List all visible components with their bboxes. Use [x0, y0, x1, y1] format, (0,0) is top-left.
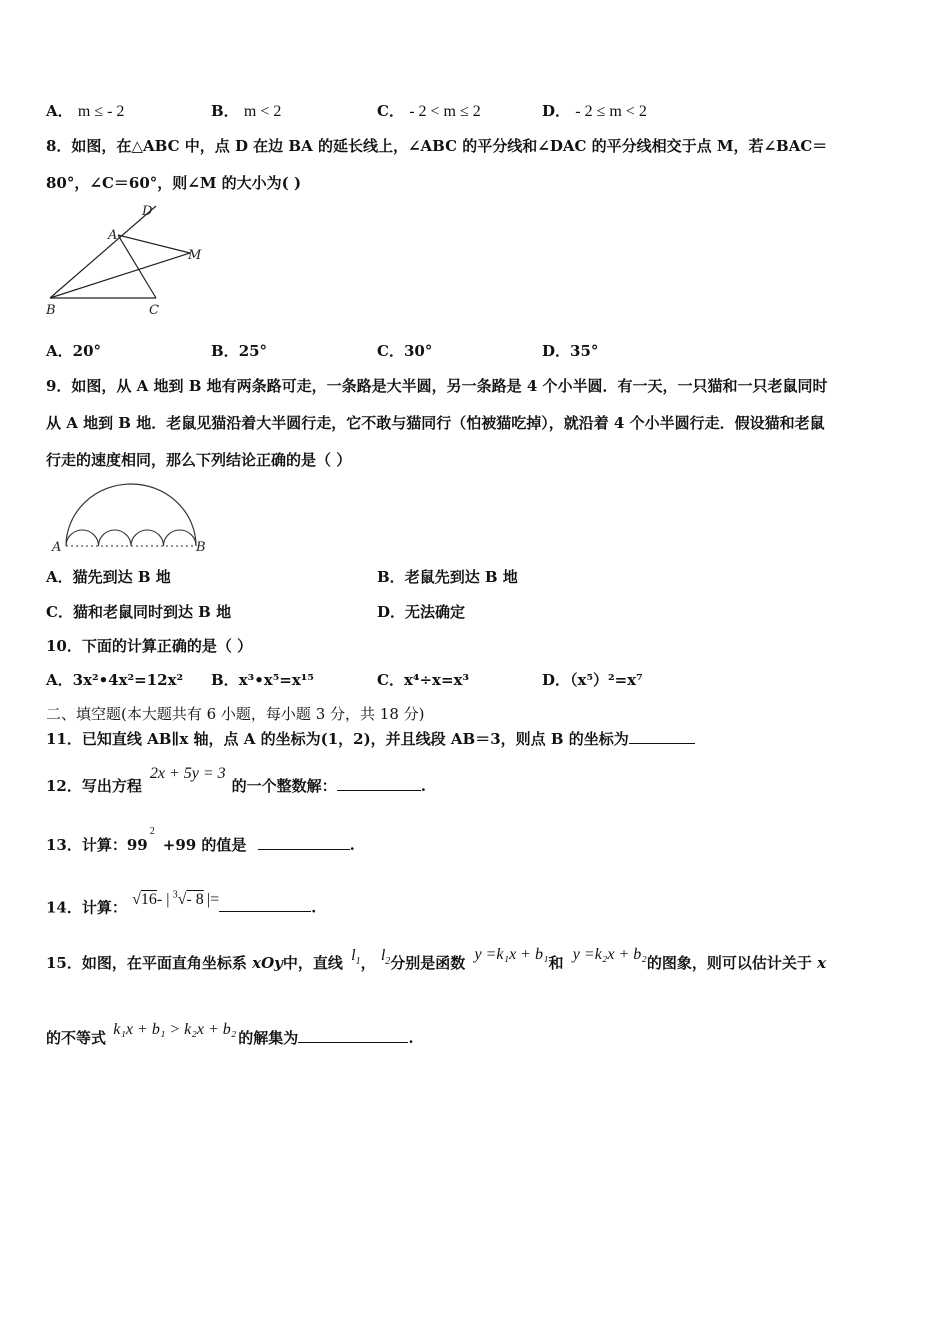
- option-label: B．: [211, 671, 239, 689]
- q10-option-b: [211, 670, 314, 690]
- option-text: - 2 ≤ m < 2: [575, 103, 647, 120]
- q9-stem-line-1: 9．如图，从 A 地到 B 地有两条路可走，一条路是大半圆，另一条路是 4 个小半圆．有一天，一只猫和一只老鼠同时: [46, 377, 828, 395]
- q12-equation: 2x + 5y = 3: [149, 765, 226, 782]
- option-label: B．: [377, 568, 405, 586]
- label-a: A: [108, 228, 118, 243]
- answer-blank: [298, 1028, 408, 1043]
- q11-stem: [46, 729, 695, 749]
- option-text: 20°: [72, 342, 102, 360]
- option-label: C．: [377, 102, 404, 120]
- option-label: C．: [377, 342, 404, 360]
- q13-suffix: +99 的值是: [162, 836, 247, 854]
- q9-stem-line-3: 行走的速度相同，那么下列结论正确的是（ ）: [46, 451, 352, 469]
- q9-option-d: [377, 602, 465, 622]
- option-text: 3x²•4x²=12x²: [72, 671, 184, 689]
- label-d: D: [142, 204, 153, 219]
- q14-root-index: 3: [172, 890, 178, 901]
- answer-blank: [337, 776, 421, 791]
- q13-exponent: 2: [149, 826, 155, 837]
- option-label: C．: [377, 671, 404, 689]
- q15-suffix: 的图象，则可以估计关于: [646, 954, 812, 972]
- q10-stem: 10．下面的计算正确的是（ ）: [46, 637, 253, 655]
- q7-option-d: [542, 101, 647, 122]
- option-text: x⁴÷x=x³: [403, 671, 470, 689]
- q7-option-a: [46, 101, 124, 122]
- q9-stem-line-2: 从 A 地到 B 地．老鼠见猫沿着大半圆行走，它不敢与猫同行（怕被猫吃掉），就沿着 4 个小半圆行走．假设猫和老鼠: [46, 414, 825, 432]
- q14-prefix: 14．计算：: [46, 898, 127, 917]
- option-text: 35°: [570, 342, 599, 360]
- q14-radicand-1: 16: [140, 891, 157, 909]
- option-label: B．: [211, 342, 239, 360]
- q14-radicand-2: - 8: [186, 891, 204, 909]
- option-text: m < 2: [243, 103, 282, 120]
- option-label: A．: [46, 102, 73, 120]
- option-label: C．: [46, 603, 73, 621]
- q8-option-a: [46, 341, 101, 361]
- q8-option-d: [542, 341, 598, 361]
- q14-stem: 14．计算： √16- | $^3$√- 8 |= .: [46, 890, 317, 917]
- option-text: 老鼠先到达 B 地: [404, 568, 518, 586]
- option-text: 猫先到达 B 地: [72, 568, 171, 586]
- q14-expression: √16- | $^3$√- 8 |=: [132, 890, 220, 909]
- q9-semicircle-figure: [46, 480, 214, 556]
- option-label: D．: [377, 603, 406, 621]
- q15-stem-line-2: 的不等式 k₁x + b₁ > k₂x + b₂ 的解集为 .: [46, 1021, 414, 1047]
- answer-blank: [258, 835, 350, 850]
- q12-suffix: 的一个整数解：: [231, 777, 337, 795]
- l2-subscript: 2: [385, 956, 391, 968]
- q10-option-a: [46, 670, 183, 690]
- option-text: - 2 < m ≤ 2: [409, 103, 481, 120]
- q15-line2-prefix: 的不等式: [46, 1029, 107, 1047]
- q13-stem: 13．计算：$99^2+99$ 的值是 .: [46, 826, 355, 854]
- q11-text: 11．已知直线 AB∥x 轴，点 A 的坐标为(1，2)，并且线段 AB＝3，则点 B 的坐标为: [46, 730, 629, 748]
- q15-inequality: k₁x + b₁ > k₂x + b₂: [113, 1021, 237, 1038]
- q15-sep: ，: [360, 954, 376, 972]
- q8-stem-line-1: 8．如图，在△ABC 中，点 D 在边 BA 的延长线上，∠ABC 的平分线和∠DAC 的平分线相交于点 M，若∠BAC＝: [46, 137, 828, 155]
- option-text: m ≤ - 2: [77, 103, 125, 120]
- label-m: M: [188, 248, 202, 263]
- option-text: 30°: [403, 342, 433, 360]
- l1-subscript: 1: [355, 956, 361, 968]
- q7-option-b: [211, 101, 281, 122]
- q15-xoy: xOy: [252, 954, 283, 972]
- answer-blank: [219, 897, 311, 912]
- q9-option-c: [46, 602, 231, 622]
- q15-stem-line-1: [46, 946, 827, 980]
- label-b: B: [46, 303, 56, 318]
- option-text: 25°: [238, 342, 268, 360]
- q15-l1: [351, 947, 361, 968]
- q10-option-c: [377, 670, 469, 690]
- q12-stem: 12．写出方程2x + 5y = 3的一个整数解： .: [46, 765, 426, 795]
- answer-blank: [629, 729, 695, 744]
- option-label: B．: [211, 102, 239, 120]
- option-label: A．: [46, 342, 73, 360]
- label-a: A: [52, 540, 62, 555]
- l2-letter: l: [380, 947, 386, 964]
- option-text: 猫和老鼠同时到达 B 地: [72, 603, 232, 621]
- q15-function-2: y =k₂x + b₂: [572, 946, 647, 963]
- option-label: D．: [542, 671, 571, 689]
- option-text: 无法确定: [405, 603, 466, 621]
- option-label: D．: [542, 342, 571, 360]
- q9-option-a: [46, 567, 171, 587]
- q9-option-b: [377, 567, 518, 587]
- q10-option-d: [542, 670, 643, 690]
- option-label: A．: [46, 568, 73, 586]
- q15-and: 和: [548, 954, 564, 972]
- q15-function-1: y =k₁x + b₁: [474, 946, 549, 963]
- q7-option-c: [377, 101, 481, 122]
- q15-mid2: 分别是函数: [390, 954, 466, 972]
- q8-option-c: [377, 341, 432, 361]
- label-c: C: [149, 303, 159, 318]
- option-label: D．: [542, 102, 571, 120]
- option-text: （x⁵）²=x⁷: [570, 671, 643, 689]
- q15-prefix: 15．如图，在平面直角坐标系: [46, 954, 247, 972]
- q8-stem-line-2: 80°，∠C＝60°，则∠M 的大小为( ): [46, 174, 302, 192]
- q15-line2-suffix: 的解集为: [238, 1029, 299, 1047]
- q15-l2: [380, 947, 391, 968]
- option-label: A．: [46, 671, 73, 689]
- q8-option-b: [211, 341, 267, 361]
- section-2-heading: 二、填空题(本大题共有 6 小题，每小题 3 分，共 18 分): [46, 705, 425, 723]
- q15-x: x: [817, 954, 827, 972]
- q15-mid: 中，直线: [282, 954, 343, 972]
- q13-prefix: 13．计算：99: [46, 836, 148, 854]
- q12-prefix: 12．写出方程: [46, 777, 142, 795]
- label-b: B: [196, 540, 206, 555]
- l1-letter: l: [351, 947, 356, 964]
- q8-triangle-figure: [46, 203, 208, 321]
- option-text: x³•x⁵=x¹⁵: [238, 671, 314, 689]
